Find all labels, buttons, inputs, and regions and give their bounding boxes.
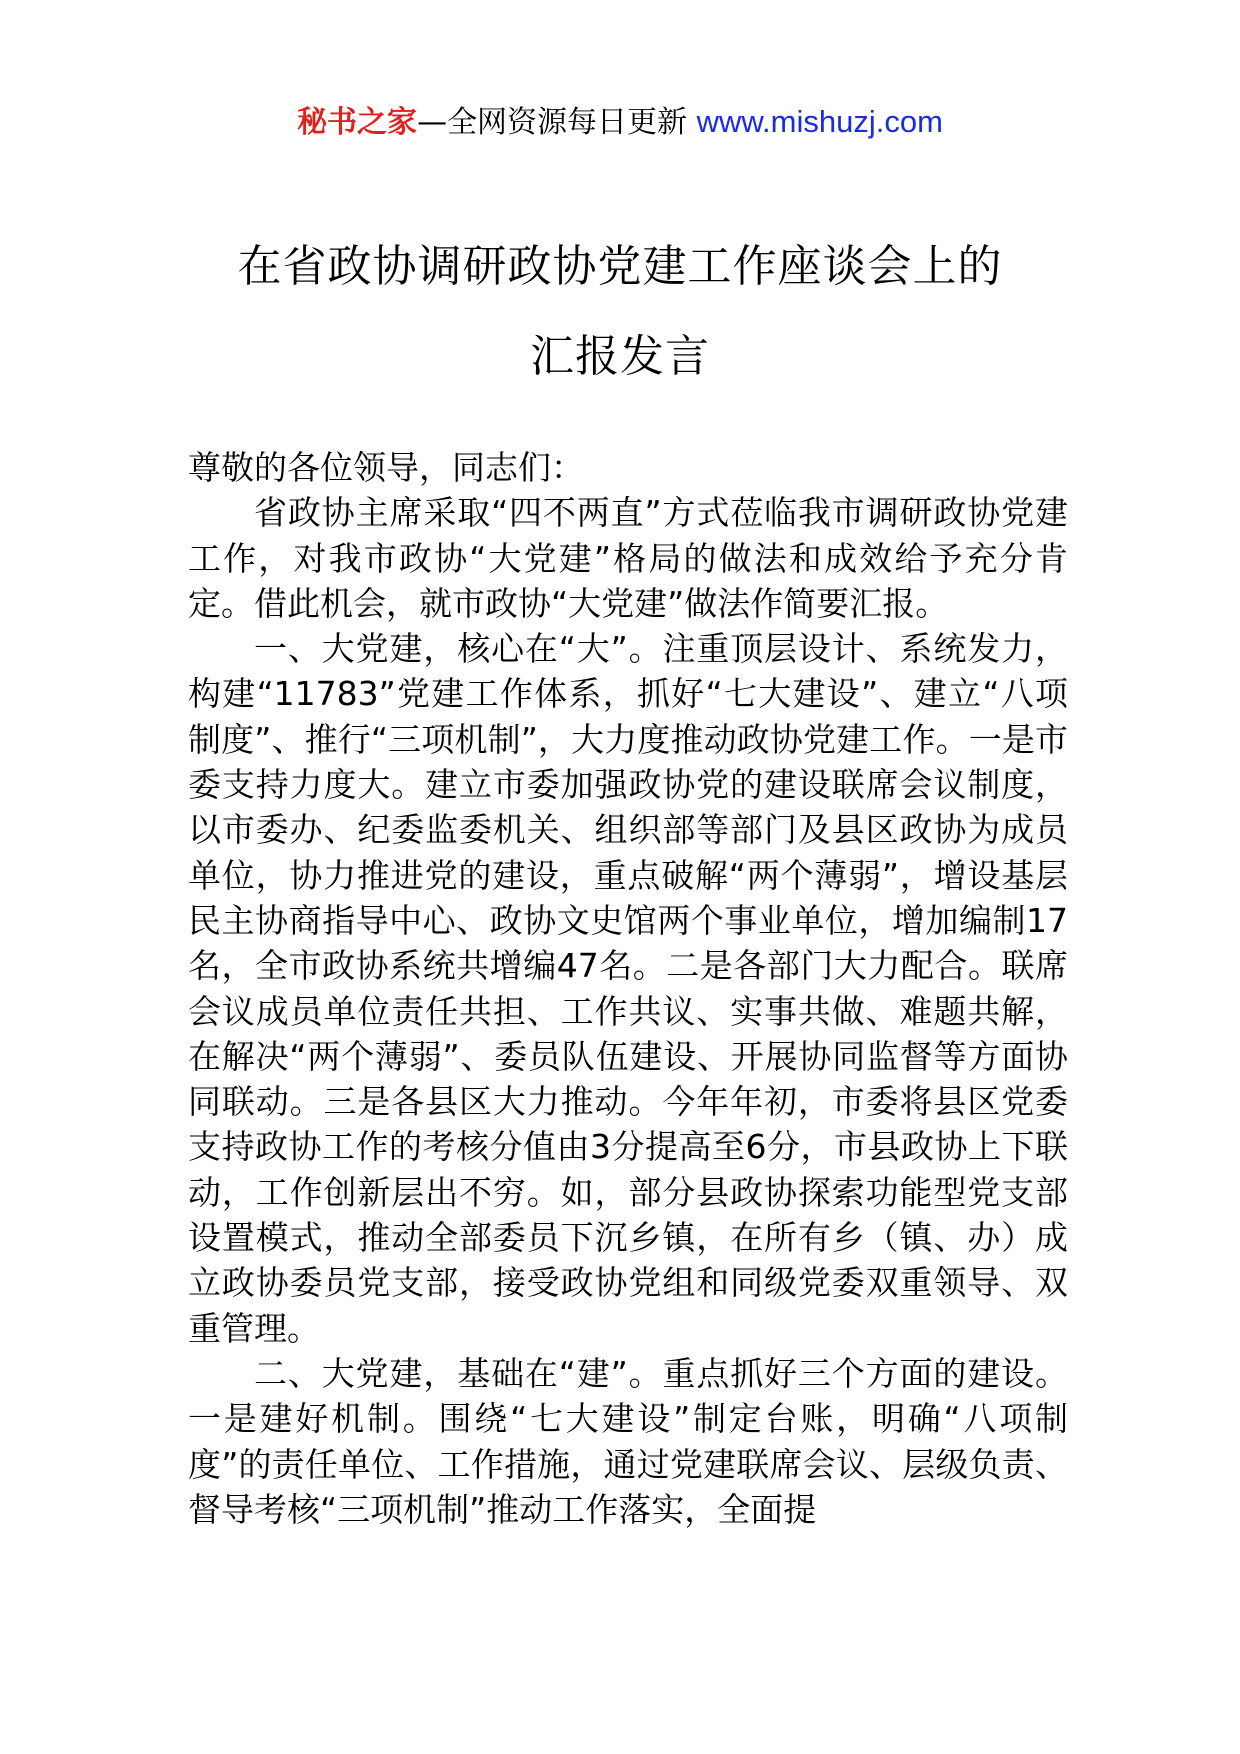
brand-name: 秘书之家 (297, 105, 418, 140)
header-banner (0, 100, 1240, 145)
title-line-2: 汇报发言 (530, 331, 710, 382)
header-slogan: —全网资源每日更新 (417, 105, 688, 140)
paragraph-section-one: 一、大党建，核心在“大”。注重顶层设计、系统发力，构建“11783”党建工作体系，抓好“七大建设”、建立“八项制度”、推行“三项机制”，大力度推动政协党建工作。一是市委支持力度大。建立市委加强政协党的建设联席会议制度，以市委办、纪委监委机关、组织部等部门及县区政协为成员单位，协力推进党的建设，重点破解“两个薄弱”，增设基层民主协商指导中心、政协文史馆两个事业单位，增加编制17名，全市政协系统共增编47名。二是各部门大力配合。联席会议成员单位责任共担、工作共议、实事共做、难题共解，在解决“两个薄弱”、委员队伍建设、开展协同监督等方面协同联动。三是各县区大力推动。今年年初，市委将县区党委支持政协工作的考核分值由3分提高至6分，市县政协上下联动，工作创新层出不穷。如，部分县政协探索功能型党支部设置模式，推动全部委员下沉乡镇，在所有乡（镇、办）成立政协委员党支部，接受政协党组和同级党委双重领导、双重管理。 (188, 629, 1068, 1348)
paragraph-intro: 省政协主席采取“四不两直”方式莅临我市调研政协党建工作，对我市政协“大党建”格局的做法和成效给予充分肯定。借此机会，就市政协“大党建”做法作简要汇报。 (188, 493, 1068, 623)
salutation: 尊敬的各位领导，同志们： (188, 448, 584, 487)
document-title (0, 222, 1240, 402)
title-line-1: 在省政协调研政协党建工作座谈会上的 (237, 241, 1003, 292)
website-link[interactable]: www.mishuzj.com (696, 104, 943, 139)
paragraph-section-two: 二、大党建，基础在“建”。重点抓好三个方面的建设。一是建好机制。围绕“七大建设”制定台账，明确“八项制度”的责任单位、工作措施，通过党建联席会议、层级负责、督导考核“三项机制”推动工作落实，全面提 (188, 1353, 1068, 1529)
document-body (188, 445, 1068, 1532)
